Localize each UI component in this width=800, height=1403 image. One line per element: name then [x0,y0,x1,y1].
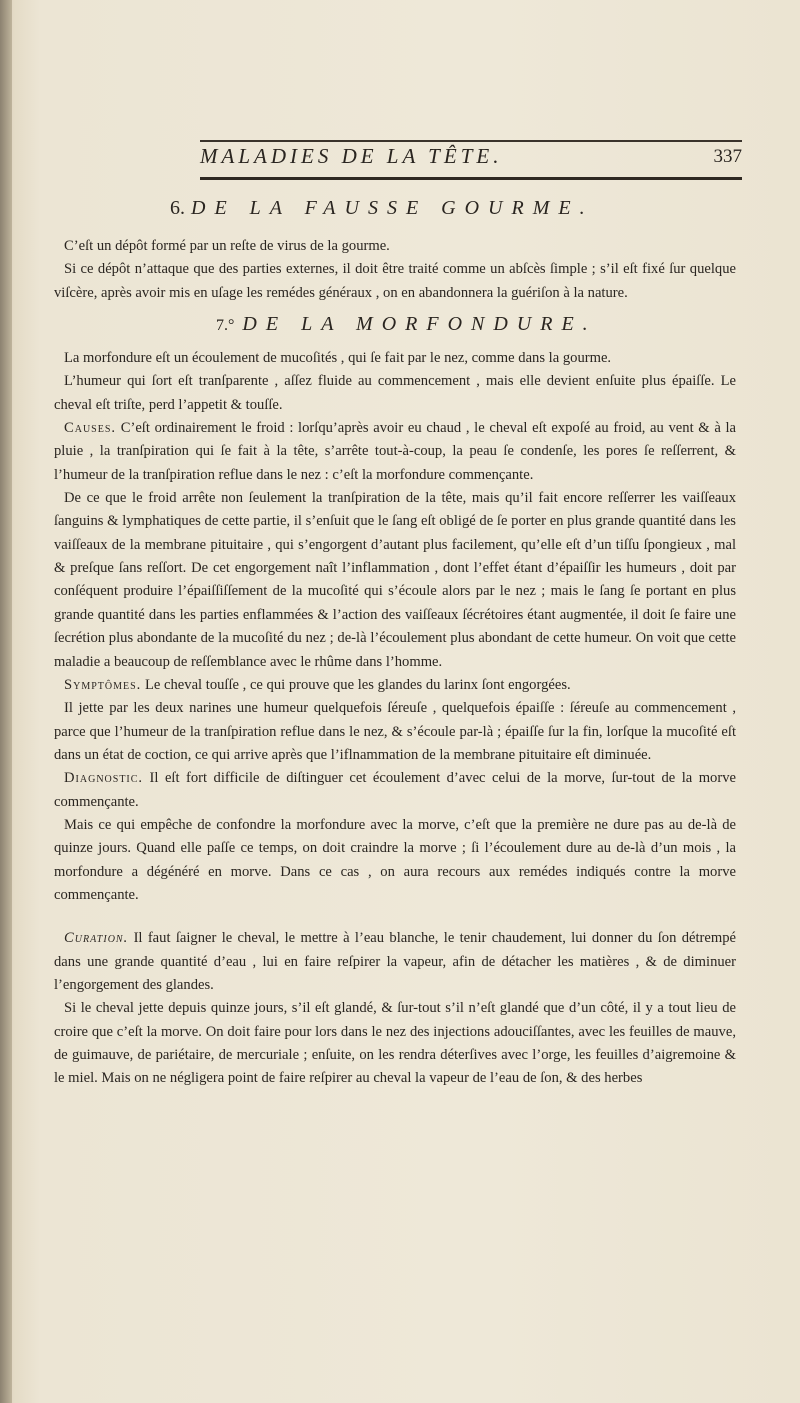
page-body [54,193,736,1091]
paragraph-text: Il faut ſaigner le cheval, le mettre à l’eau blanche, le tenir chaudement, lui donner du ſon détrempé dans une grande quantité d’eau , lui en faire reſpirer la vapeur, afin de détacher les matières , & de diminuer l’engorgement des glandes. [54,930,736,993]
paragraph-text: C’eſt ordinairement le froid : lorſqu’après avoir eu chaud , le cheval eſt expoſé au froid, au vent & à la pluie , la tranſpiration qui ſe fait à la tête, s’arrête tout-à-coup, la peau ſe condenſe, les pores ſe reſſerrent, & l’humeur de la tranſpiration reflue dans le nez : c’eſt la morfondure commençante. [54,420,736,483]
paragraph: Si le cheval jette depuis quinze jours, s’il eſt glandé, & ſur-tout s’il n’eſt glandé que d’un côté, il y a tout lieu de croire que c’eſt la morve. On doit faire pour lors dans le nez des injections adouciſſantes, avec les feuilles de mauve, de guimauve, de pariétaire, de mercuriale ; enſuite, on les rendra déterſives avec l’orge, les feuilles d’aigremoine & le miel. Mais on ne négligera point de faire reſpirer au cheval la vapeur de l’eau de ſon, & des herbes [54,1000,736,1087]
paragraph-curation [54,927,736,997]
paragraph: C’eſt un dépôt formé par un reſte de virus de la gourme. [64,238,390,254]
paragraph-diagnostic [54,767,736,814]
paragraph: L’humeur qui ſort eſt tranſparente , aſſez fluide au commencement , mais elle devient enſuite plus épaiſſe. Le cheval eſt triſte, perd l’appetit & touſſe. [54,373,736,413]
paragraph: La morfondure eſt un écoulement de mucoſités , qui ſe fait par le nez, comme dans la gourme. [64,350,612,367]
section-number: 7.° [216,317,235,335]
paragraph: Mais ce qui empêche de confondre la morfondure avec la morve, c’eſt que la première ne dure pas au de-là de quinze jours. Quand elle paſſe ce temps, on doit craindre la morve ; ſi l’écoulement dure au de-là d’un mois , la morfondure a dégénéré en morve. Dans ce cas , on aura recours aux remédes indiqués contre la morve commençante. [54,816,736,903]
page-gutter-shadow [0,0,12,1403]
running-head [200,144,742,176]
run-in-label: Causes. [64,420,117,437]
run-in-label: Diagnostic. [64,770,144,787]
paragraph-causes [54,417,736,487]
section-heading-6 [170,193,736,235]
run-in-label: Curation. [64,930,129,947]
page-number: 337 [713,146,742,167]
paragraph-text: Il eſt fort difficile de diſtinguer cet écoulement d’avec celui de la morve, ſur-tout de la morve commençante. [54,770,736,810]
section-title: DE LA FAUSSE GOURME. [191,197,594,219]
paragraph: De ce que le froid arrête non ſeulement la tranſpiration de la tête, mais qu’il fait encore reſſerrer les vaiſſeaux ſanguins & lymphatiques de cette partie, il s’enſuit que le ſang eſt obligé de ſe porter en plus grande quantité dans les vaiſſeaux de la membrane pituitaire , qui s’engorgent d’autant plus facilement, qu’elle eſt d’un tiſſu ſpongieux , mal & preſque ſans reſſort. De cet engorgement naît l’inflammation , dont l’effet étant d’épaiſſir les humeurs , doit par conſéquent produire l’épaiſſiſſement de la mucoſité qui s’écoule alors par le nez ; mais le ſang ſe portant en plus grande quantité dans les parties enflammées & l’action des vaiſſeaux ſécrétoires étant augmentée, il doit ſe faire une ſecrétion plus abondante de la mucoſité du nez ; de-là l’écoulement plus abondant de cette humeur. On voit que cette maladie a beaucoup de reſſemblance avec le rhûme dans l’homme. [54,490,736,670]
paragraph-text: Le cheval touſſe , ce qui prouve que les glandes du larinx ſont engorgées. [141,676,571,693]
section-heading-7 [216,309,736,347]
section-number: 6. [170,197,185,219]
run-in-label: Symptômes. [64,676,142,693]
header-rule-bottom [200,177,742,180]
spacer [54,907,736,927]
paragraph-symptomes [54,674,736,697]
section-title: DE LA MORFONDURE. [242,313,597,336]
running-title: MALADIES DE LA TÊTE. [200,144,503,168]
header-rule-top [200,140,742,142]
paragraph: Si ce dépôt n’attaque que des parties externes, il doit être traité comme un abſcès ſimple ; s’il eſt fixé ſur quelque viſcère, après avoir mis en uſage les remédes généraux , on en abandonnera la guériſon à la nature. [54,261,736,301]
paragraph: Il jette par les deux narines une humeur quelquefois ſéreuſe , quelquefois épaiſſe : ſéreuſe au commencement , parce que l’humeur de la tranſpiration reflue dans le nez, & s’écoule par-là ; épaiſſe ſur la fin, lorſque la mucoſité eſt dans un état de coction, ce qui arrive après que l’iflnammation de la membrane pituitaire eſt diminuée. [54,700,736,763]
